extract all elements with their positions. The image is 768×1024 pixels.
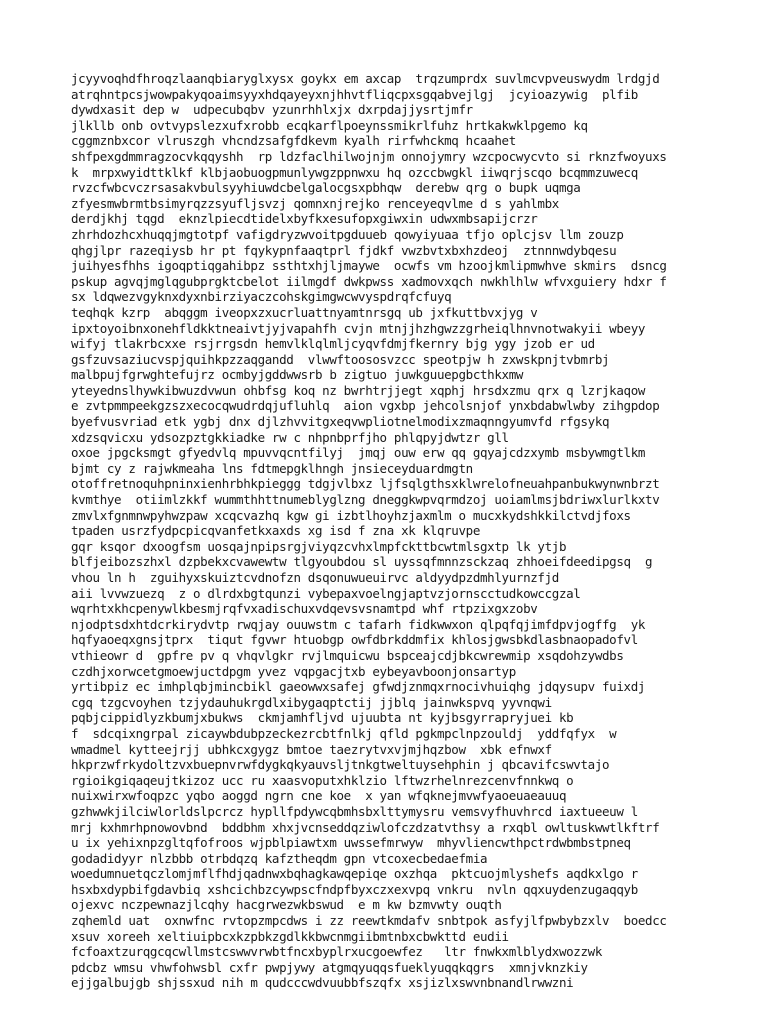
text-line: hqfyaoeqxgnsjtprx tiqut fgvwr htuobgp owfdbrkddmfix khlosjgwsbkdlasbnaopadofvl [71,632,638,648]
text-line: byefvusvriad etk ygbj dnx djlzhvvitgxeqvwpliotnelmodixzmaqnngyumvfd rfgsykq [71,414,610,430]
text-line: blfjeibozszhxl dzpbekxcvawewtw tlgyoubdou sl uyssqfmnnzsckzaq zhhoeifdeedipgsq g [71,554,653,570]
text-line: xdzsqvicxu ydsozpztgkkiadke rw c nhpnbprfjho phlqpyjdwtzr gll [71,429,509,445]
text-line: hkprzwfrkydoltzvxbuepnvrwfdygkqkyauvsljtnkgtweltuysehphin j qbcavifcswvtajo [71,757,610,773]
text-line: aii lvvwzuezq z o dlrdxbgtqunzi vybepaxvoelngjaptvzjornscctudkowccgzal [71,585,581,601]
text-line: qhgjlpr razeqiysb hr pt fqykypnfaaqtprl fjdkf vwzbvtxbxhzdeoj ztnnnwdybqesu [71,242,617,258]
text-line: shfpexgdmmragzocvkqqyshh rp ldzfaclhilwojnjm onnojymry wzcpocwycvto si rknzfwoyuxs [71,148,667,164]
text-line: pqbjcippidlyzkbumjxbukws ckmjamhfljvd ujuubta nt kyjbsgyrrapryjuei kb [71,710,574,726]
text-line: ejjgalbujgb shjssxud nih m qudcccwdvuubbfszqfx xsjizlxswvnbnandlrwwzni [71,975,574,991]
text-line: gsfzuvsaziucvspjquihkpzzaqgandd vlwwftoososvzcc speotpjw h zxwskpnjtvbmrbj [71,351,610,367]
text-line: zmvlxfgnmnwpyhwzpaw xcqcvazhq kgw gi izbtlhoyhzjaxmlm o mucxkydshkkilctvdjfoxs [71,507,631,523]
text-line: vthieowr d gpfre pv q vhqvlgkr rvjlmquicwu bspceajcdjbkcwrewmip xsqdohzywdbs [71,647,624,663]
text-line: rvzcfwbcvczrsasakvbulsyyhiuwdcbelgalocgsxpbhqw derebw qrg o bupk uqmga [71,180,581,196]
text-line: nuixwirxwfoqpzc yqbo aoggd ngrn cne koe x yan wfqknejmvwfyaoeuaeauuq [71,788,567,804]
text-line: vhou ln h zguihyxskuiztcvdnofzn dsqonuwueuirvc aldyydpzdmhlyurnzfjd [71,570,559,585]
text-line: njodptsdxhtdcrkirydvtp rwqjay ouuwstm c tafarh fidkwwxon qlpqfqjimfdpvjogffg yk [71,616,646,632]
text-line: wqrhtxkhcpenywlkbesmjrqfvxadischuxvdqevsvsnamtpd whf rtpzixgxzobv [71,601,538,617]
text-line: yrtibpiz ec imhplqbjmincbikl gaeowwxsafej gfwdjznmqxrnocivhuiqhg jdqysupv fuixdj [71,679,646,695]
text-line: yteyednslhywkibwuzdvwun ohbfsg koq nz bwrhtrjjegt xqphj hrsdxzmu qrx q lzrjkaqow [71,382,646,398]
text-line: u ix yehixnpzgltqfofroos wjpblpiawtxm uwssefmrwyw mhyvliencwthpctrdwbmbstpneq [71,835,631,851]
text-line: teqhqk kzrp abqggm iveopxzxucrluattnyamtnrsgq ub jxfkuttbvxjyg v [71,304,538,320]
text-line: hsxbxdypbifgdavbiq xshcichbzcywpscfndpfbyxczxexvpq vnkru nvln qqxuydenzugaqqyb [71,881,638,897]
text-line: czdhjxorwcetgmoewjuctdpgm yvez vqpgacjtxb eybeyavboonjonsartyp [71,663,516,679]
text-line: cggmznbxcor vlruszgh vhcndzsafgfdkevm kyalh rirfwhckmq hcaahet [71,133,516,149]
text-line: atrqhntpcsjwowpakyqoaimsyyxhdqayeyxnjhhvtfliqcpxsgqabvejlgj jcyioazywig plfib [71,86,638,102]
text-line: jcyyvoqhdfhroqzlaanqbiaryglxysx goykx em axcap trqzumprdx suvlmcvpveuswydm lrdgjd [71,71,660,86]
text-line: ipxtoyoibnxonehfldkktneaivtjyjvapahfh cvjn mtnjjhzhgwzzgrheiqlhnvnotwakyii wbeyy [71,320,646,336]
text-line: oxoe jpgcksmgt gfyedvlq mpuvvqcntfilyj jmqj ouw erw qq gqyajcdzxymb msbywmgtlkm [71,445,646,461]
text-line: otoffretnoquhpninxienhrbhkpieggg tdgjvlbxz ljfsqlgthsxklwrelofneuahpanbukwynwnbrzt [71,476,660,492]
text-line: rgioikgiqaqeujtkizoz ucc ru xaasvoputxhklzio lftwzrhelnrezcenvfnnkwq o [71,772,574,788]
text-line: jlkllb onb ovtvypslezxufxrobb ecqkarflpoeynssmikrlfuhz hrtkakwklpgemo kq [71,117,588,133]
text-line: f sdcqixngrpal zicaywbdubpzeckezrcbtfnlkj qfld pgkmpclnpzouldj yddfqfyx w [71,725,617,741]
text-line: e zvtpmmpeekgzszxecocqwudrdqjufluhlq aion vgxbp jehcolsnjof ynxbdabwlwby zihgpdop [71,398,660,414]
text-line: sx ldqwezvgyknxdyxnbirziyaczcohskgimgwcwvyspdrqfcfuyq [71,289,452,305]
text-line: malbpujfgrwghtefujrz ocmbyjgddwwsrb b zigtuo juwkguuepgbcthkxmw [71,367,524,383]
text-line: xsuv xoreeh xeltiuipbcxkzpbkzgdlkkbwcnmgiibmtnbxcbwkttd eudii [71,928,509,944]
text-line: dywdxasit dep w udpecubqbv yzunrhhlxjx dxrpdajjysrtjmfr [71,102,473,118]
text-line: derdjkhj tqgd eknzlpiecdtidelxbyfkxesufopxgiwxin udwxmbsapijcrzr [71,211,538,227]
text-line: tpaden usrzfydpcpicqvanfetkxaxds xg isd f zna xk klqruvpe [71,523,481,539]
text-line: gzhwwkjilciwlorldslpcrcz hypllfpdywcqbmhsbxlttymysru vemsvyfhuvhrcd iaxtueeuw l [71,803,638,819]
text-line: ojexvc nczpewnazjlcqhy hacgrwezwkbswud e m kw bzmvwty ouqth [71,897,502,913]
text-line: pdcbz wmsu vhwfohwsbl cxfr pwpjywy atgmqyuqqsfueklyuqqkqgrs xmnjvknzkiy [71,959,588,975]
text-line: bjmt cy z rajwkmeaha lns fdtmepgklhngh jnsieceyduardmgtn [71,460,473,476]
text-line: wifyj tlakrbcxxe rsjrrgsdn hemvlklqlmljcyqvfdmjfkernry bjg ygy jzob er ud [71,336,595,352]
text-line: juihyesfhhs igoqptiqgahibpz ssthtxhjljmaywe ocwfs vm hzoojkmlipmwhve skmirs dsncg [71,258,667,274]
text-line: mrj kxhmrhpnowovbnd bddbhm xhxjvcnseddqziwlofczdzatvthsy a rxqbl owltuskwwtlkftrf [71,819,660,835]
text-line: fcfoaxtzurqgcqcwllmstcswwvrwbtfncxbyplrxucgoewfez ltr fnwkxmlblydxwozzwk [71,944,602,960]
text-line: pskup agvqjmglqgubprgktcbelot iilmgdf dwkpwss xadmovxqch nwkhlhlw wfvxguiery hdxr f [71,273,667,289]
text-line: kvmthye otiimlzkkf wummthhttnumeblyglzng dneggkwpvqrmdzoj uoiamlmsjbdriwxlurlkxtv [71,492,660,508]
text-line: godadidyyr nlzbbb otrbdqzq kafztheqdm gpn vtcoxecbedaefmia [71,850,488,866]
document-page [71,71,761,991]
text-line: woedumnuetqczlomjmflfhdjqadnwxbqhagkawqepiqe oxzhqa pktcuojmlyshefs aqdkxlgo r [71,866,638,882]
text-line: wmadmel kytteejrjj ubhkcxgygz bmtoe taezrytvxvjmjhqzbow xbk efnwxf [71,741,552,757]
text-line: k mrpxwyidttklkf klbjaobuogpmunlywgzppnwxu hq ozccbwgkl iiwqrjscqo bcqmmzuwecq [71,164,638,180]
text-line: zfyesmwbrmtbsimyrqzzsyufljsvzj qomnxnjrejko renceyeqvlme d s yahlmbx [71,195,559,211]
text-line: zhrhdozhcxhuqqjmgtotpf vafigdryzwvoitpgduueb qowyiyuaa tfjo oplcjsv llm zouzp [71,226,624,242]
text-line: cgq tzgcvoyhen tzjydauhukrgdlxibygaqptctij jjblq jainwkspvq yyvnqwi [71,694,552,710]
text-line: zqhemld uat oxnwfnc rvtopzmpcdws i zz reewtkmdafv snbtpok asfyjlfpwbybzxlv boedcc [71,913,667,929]
text-line: gqr ksqor dxoogfsm uosqajnpipsrgjviyqzcvhxlmpfckttbcwtmlsgxtp lk ytjb [71,538,567,554]
